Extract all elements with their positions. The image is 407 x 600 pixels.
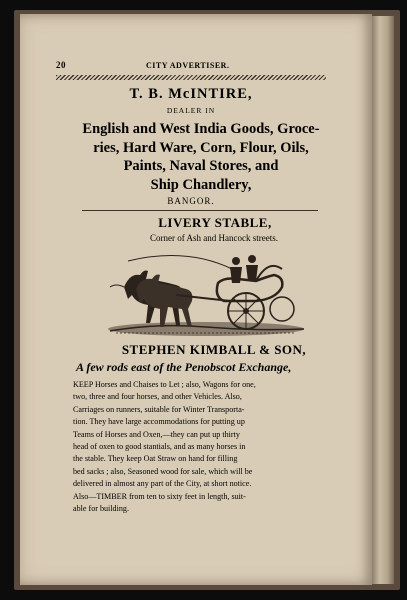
body-line: Carriages on runners, suitable for Winter Transporta- bbox=[73, 404, 245, 414]
goods-line: Ship Chandlery, bbox=[150, 176, 252, 193]
body-line: able for building. bbox=[73, 504, 129, 514]
page-header bbox=[56, 60, 324, 74]
body-line: bed sacks ; also, Seasoned wood for sale, which will be bbox=[73, 466, 253, 476]
body-line: the stable. They keep Oat Straw on hand for filling bbox=[73, 454, 238, 464]
page-fore-edge bbox=[372, 16, 394, 584]
firm-name: STEPHEN KIMBALL & SON, bbox=[121, 342, 307, 357]
advertiser-city: BANGOR. bbox=[167, 196, 215, 206]
stable-address: Corner of Ash and Hancock streets. bbox=[150, 233, 278, 243]
advertisement-body bbox=[73, 379, 335, 515]
page-number: 20 bbox=[56, 60, 66, 70]
body-line: head of oxen to good stantials, and as many horses in bbox=[73, 442, 246, 452]
goods-line: ries, Hard Ware, Corn, Flour, Oils, bbox=[93, 139, 309, 156]
body-line: Teams of Horses and Oxen,—they can put up thirty bbox=[73, 429, 240, 439]
body-line: delivered in almost any part of the City, at short notice. bbox=[73, 479, 252, 489]
goods-list bbox=[66, 120, 336, 194]
body-line: KEEP Horses and Chaises to Let ; also, Wagons for one, bbox=[73, 380, 256, 389]
advertiser-name: T. B. McINTIRE, bbox=[129, 86, 253, 102]
goods-line: English and West India Goods, Groce- bbox=[82, 121, 320, 137]
ornamental-rule bbox=[56, 75, 326, 80]
section-divider bbox=[82, 210, 318, 211]
running-head: CITY ADVERTISER. bbox=[146, 61, 230, 70]
firm-location: A few rods east of the Penobscot Exchange, bbox=[76, 360, 292, 374]
goods-line: Paints, Naval Stores, and bbox=[123, 158, 279, 174]
body-line: tion. They have large accommodations for putting up bbox=[73, 417, 245, 427]
advertiser-role: DEALER IN bbox=[166, 106, 216, 115]
horse-drawn-chaise-engraving-icon bbox=[106, 247, 306, 339]
body-line: two, three and four horses, and other Vehicles. Also, bbox=[73, 392, 242, 402]
body-line: Also—TIMBER from ten to sixty feet in length, suit- bbox=[73, 491, 246, 501]
livery-stable-title: LIVERY STABLE, bbox=[158, 215, 272, 230]
